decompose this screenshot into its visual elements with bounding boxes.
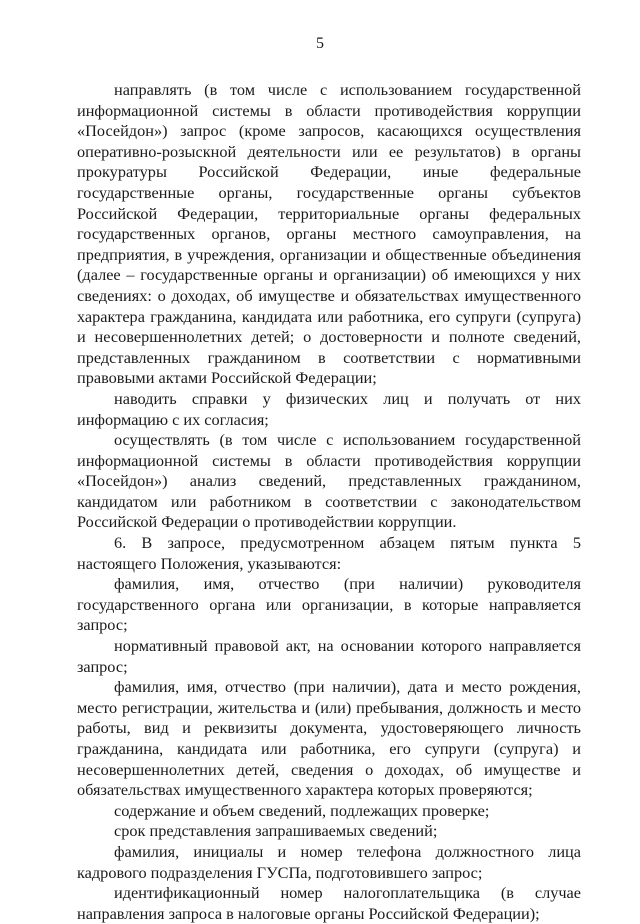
paragraph-officer: фамилия, инициалы и номер телефона должностного лица кадрового подразделения ГУСПа, подготовившего запрос; bbox=[77, 841, 581, 882]
page-number: 5 bbox=[316, 35, 324, 52]
paragraph-scope: содержание и объем сведений, подлежащих проверке; bbox=[114, 800, 490, 820]
paragraph-analysis: осуществлять (в том числе с использованием государственной информационной системы в области противодействия коррупции «Посейдон») анализ сведений, представленных гражданином, кандидатом или работником в соответствии с законодательством Российской Федерации о противодействии коррупции. bbox=[77, 430, 581, 532]
paragraph-person-details: фамилия, имя, отчество (при наличии), дата и место рождения, место регистрации, жительства и (или) пребывания, должность и место работы, вид и реквизиты документа, удостоверяющего личность гражданина, кандидата или работника, его супруги (супруга) и несовершеннолетних детей, сведения о доходах, об имуществе и обязательствах имущественного характера которых проверяются; bbox=[77, 677, 581, 800]
paragraph-request-authority: направлять (в том числе с использованием государственной информационной системы в области противодействия коррупции «Посейдон») запрос (кроме запросов, касающихся осуществления оперативно-розыскной деятельности или ее результатов) в органы прокуратуры Российской Федерации, иные федеральные государственные органы, государственные органы субъектов Российской Федерации, территориальные органы федеральных государственных органов, органы местного самоуправления, на предприятия, в учреждения, организации и общественные объединения (далее – государственные органы и организации) об имеющихся у них сведениях: о доходах, об имуществе и обязательствах имущественного характера гражданина, кандидата или работника, его супруги (супруга) и несовершеннолетних детей; о достоверности и полноте сведений, представленных гражданином в соответствии с нормативными правовыми актами Российской Федерации; bbox=[77, 80, 581, 388]
paragraph-clause-6: 6. В запросе, предусмотренном абзацем пятым пункта 5 настоящего Положения, указываются: bbox=[77, 533, 581, 573]
paragraph-head-name: фамилия, имя, отчество (при наличии) руководителя государственного органа или организации, в которые направляется запрос; bbox=[77, 574, 581, 635]
paragraph-tax-id: идентификационный номер налогоплательщика (в случае направления запроса в налоговые органы Российской Федерации); bbox=[77, 883, 581, 923]
paragraph-deadline: срок представления запрашиваемых сведений; bbox=[114, 821, 438, 841]
paragraph-legal-act: нормативный правовой акт, на основании которого направляется запрос; bbox=[77, 636, 581, 676]
paragraph-inquiries-individuals: наводить справки у физических лиц и получать от них информацию с их согласия; bbox=[77, 388, 581, 429]
document-body bbox=[77, 80, 581, 924]
